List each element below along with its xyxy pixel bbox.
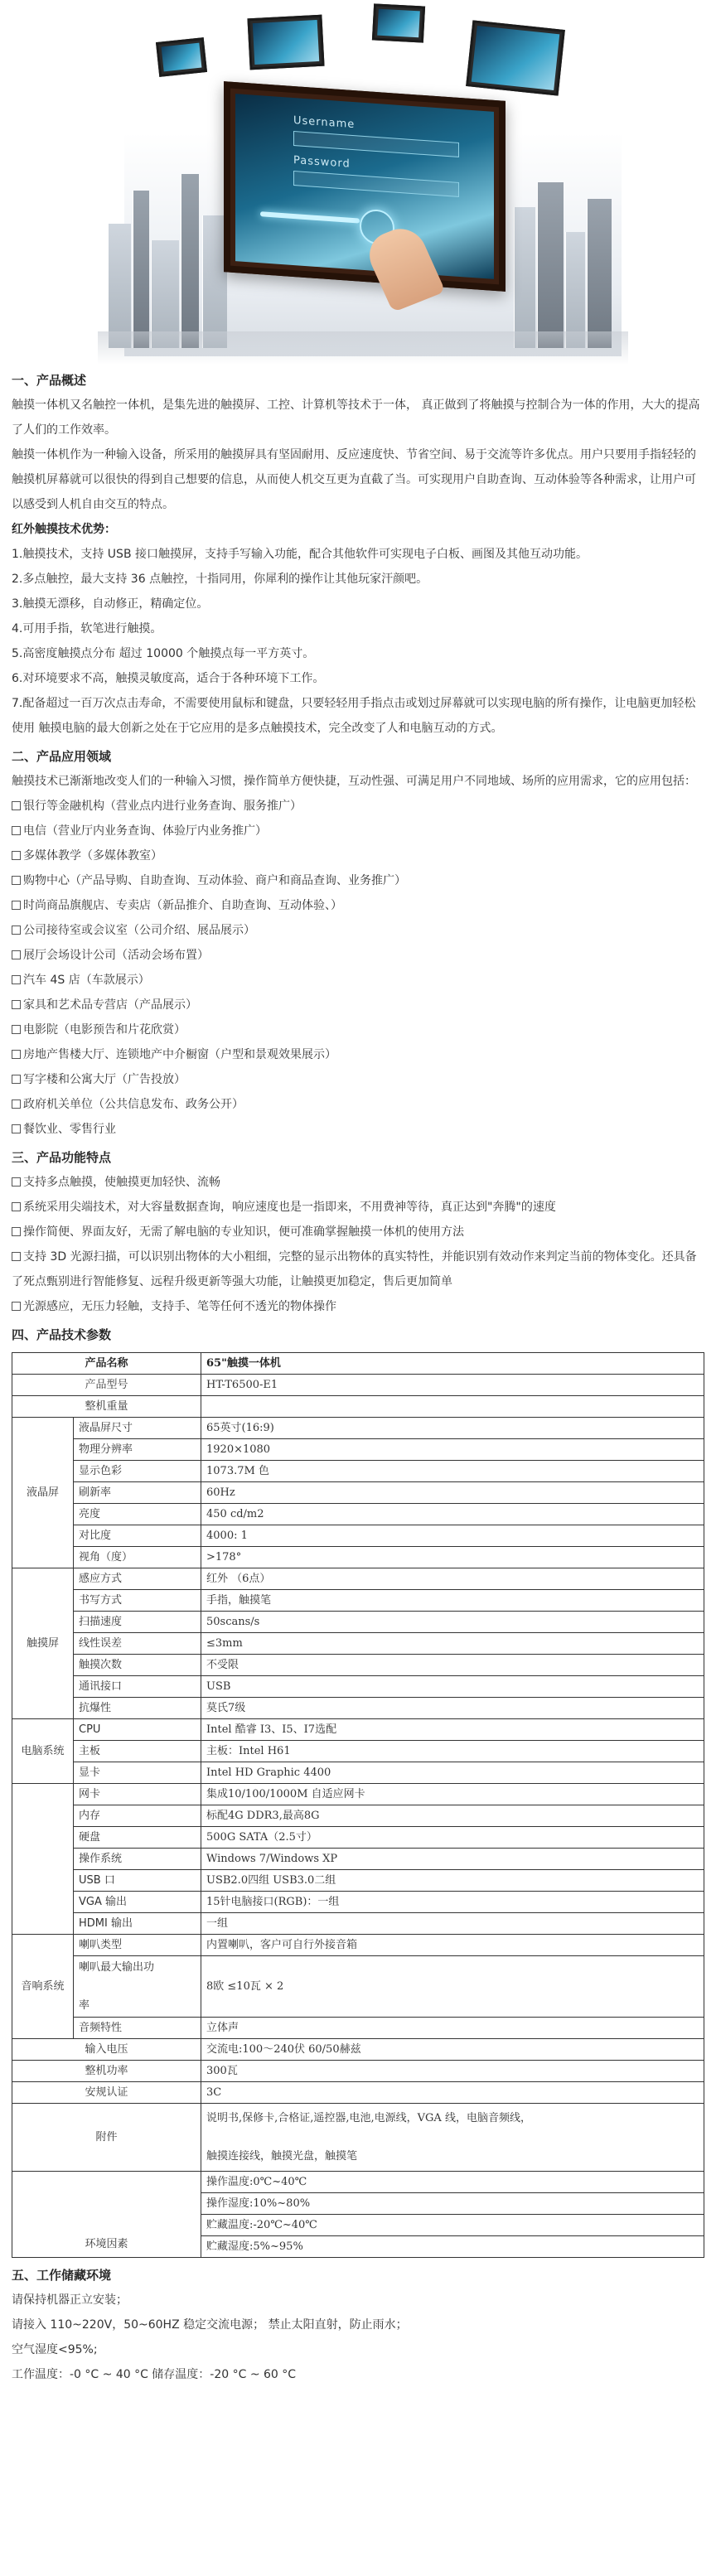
features-list (12, 1170, 704, 1319)
spec-label: 触摸次数 (74, 1655, 201, 1676)
spec-label: HDMI 输出 (74, 1913, 201, 1935)
spec-value: HT-T6500-E1 (201, 1375, 704, 1396)
list-item: 工作温度：-0 °C ~ 40 °C 储存温度：-20 °C ~ 60 °C (12, 2368, 297, 2381)
list-item: 餐饮业、零售行业 (12, 1117, 704, 1142)
checkbox-bullet-icon (12, 801, 21, 810)
spec-label: 附件 (12, 2104, 201, 2172)
table-row (12, 1741, 704, 1762)
checkbox-bullet-icon (12, 1000, 21, 1009)
spec-header-label: 产品名称 (12, 1353, 201, 1375)
spec-value: USB2.0四组 USB3.0二组 (201, 1870, 704, 1892)
spec-label: 网卡 (74, 1784, 201, 1805)
spec-value: 交流电:100～240伏 60/50赫兹 (201, 2039, 704, 2061)
spec-label: CPU (74, 1719, 201, 1741)
spec-value (201, 1396, 704, 1418)
list-item: 展厅会场设计公司（活动会场布置） (12, 943, 704, 968)
login-password-label: Password (293, 153, 351, 171)
list-item: 多媒体教学（多媒体教室） (12, 843, 704, 868)
table-row (12, 1849, 704, 1870)
section-title-overview: 一、产品概述 (12, 373, 87, 388)
applications-intro: 触摸技术已渐渐地改变人们的一种输入习惯，操作简单方便快捷，互动性强、可满足用户不同地域、场所的应用需求，它的应用包括： (12, 775, 696, 788)
table-row (12, 1762, 704, 1784)
spec-label: 视角（度） (74, 1547, 201, 1568)
spec-category-blank (12, 1784, 74, 1935)
applications-list (12, 794, 704, 1142)
checkbox-bullet-icon (12, 1227, 21, 1236)
table-row (12, 1461, 704, 1482)
checkbox-bullet-icon (12, 1075, 21, 1084)
table-row (12, 1935, 704, 1956)
spec-value: Windows 7/Windows XP (201, 1849, 704, 1870)
table-row (12, 1590, 704, 1612)
spec-value: 立体声 (201, 2018, 704, 2039)
list-item: 购物中心（产品导购、自助查询、互动体验、商户和商品查询、业务推广） (12, 868, 704, 893)
spec-value: Intel HD Graphic 4400 (201, 1762, 704, 1784)
spec-label: 安规认证 (12, 2082, 201, 2104)
list-item: 银行等金融机构（营业点内进行业务查询、服务推广） (12, 794, 704, 819)
spec-value: 一组 (201, 1913, 704, 1935)
list-item: 3.触摸无漂移，自动修正，精确定位。 (12, 597, 209, 611)
spec-label: VGA 输出 (74, 1892, 201, 1913)
spec-label: 整机重量 (12, 1396, 201, 1418)
table-row (12, 1353, 704, 1375)
building (537, 182, 564, 348)
spec-label: 输入电压 (12, 2039, 201, 2061)
spec-value: 60Hz (201, 1482, 704, 1504)
table-row (12, 1892, 704, 1913)
spec-label: 环境因素 (12, 2172, 201, 2258)
section-title-applications: 二、产品应用领域 (12, 749, 112, 764)
table-row (12, 1547, 704, 1568)
spec-value (201, 2104, 704, 2172)
table-row (12, 1525, 704, 1547)
table-row (12, 1375, 704, 1396)
environment-list (12, 2288, 704, 2387)
spec-label: 通讯接口 (74, 1676, 201, 1698)
checkbox-bullet-icon (12, 851, 21, 860)
list-item: 操作简便、界面友好，无需了解电脑的专业知识，便可准确掌握触摸一体机的使用方法 (12, 1220, 704, 1245)
list-item: 请保持机器正立安装； (12, 2293, 128, 2307)
spec-label: 亮度 (74, 1504, 201, 1525)
spec-value: 主板：Intel H61 (201, 1741, 704, 1762)
checkbox-bullet-icon (12, 1302, 21, 1311)
checkbox-bullet-icon (12, 1025, 21, 1034)
floating-screen-2 (247, 15, 324, 70)
spec-value: 50scans/s (201, 1612, 704, 1633)
spec-label: 物理分辨率 (74, 1439, 201, 1461)
checkbox-bullet-icon (12, 826, 21, 835)
spec-label: 书写方式 (74, 1590, 201, 1612)
spec-value: 标配4G DDR3,最高8G (201, 1805, 704, 1827)
checkbox-bullet-icon (12, 1252, 21, 1261)
table-row (12, 1805, 704, 1827)
checkbox-bullet-icon (12, 950, 21, 959)
building (181, 174, 199, 348)
spec-value: 贮藏湿度:5%~95% (201, 2236, 704, 2258)
spec-label: 显示色彩 (74, 1461, 201, 1482)
table-row (12, 1482, 704, 1504)
table-row (12, 1504, 704, 1525)
list-item: 支持多点触摸，使触摸更加轻快、流畅 (12, 1170, 704, 1195)
checkbox-bullet-icon (12, 1124, 21, 1133)
spec-value: 操作温度:0℃~40℃ (201, 2172, 704, 2193)
section-title-specs: 四、产品技术参数 (12, 1327, 112, 1342)
list-item: 请接入 110~220V，50~60HZ 稳定交流电源； 禁止太阳直射，防止雨水； (12, 2318, 408, 2332)
accessories-line: 触摸连接线，触摸光盘，触摸笔 (206, 2149, 358, 2163)
advantages-list (12, 542, 704, 741)
hero-image (0, 0, 716, 365)
list-item: 电影院（电影预告和片花欣赏） (12, 1017, 704, 1042)
overview-paragraph-1: 触摸一体机又名触控一体机，是集先进的触摸屏、工控、计算机等技术于一体， 真正做到了将触摸与控制合为一体的作用，大大的提高了人们的工作效率。 (12, 399, 700, 437)
spec-label: 线性误差 (74, 1633, 201, 1655)
spec-value: ≤3mm (201, 1633, 704, 1655)
checkbox-bullet-icon (12, 1100, 21, 1109)
article-body (0, 368, 716, 2387)
spec-value: 红外 （6点） (201, 1568, 704, 1590)
checkbox-bullet-icon (12, 901, 21, 910)
spec-label: 刷新率 (74, 1482, 201, 1504)
spec-value: 500G SATA（2.5寸） (201, 1827, 704, 1849)
checkbox-bullet-icon (12, 1202, 21, 1211)
table-row (12, 2082, 704, 2104)
list-item: 空气湿度<95%; (12, 2343, 98, 2356)
list-item: 时尚商品旗舰店、专卖店（新品推介、自助查询、互动体验、） (12, 893, 704, 918)
table-row (12, 1956, 704, 2018)
table-row (12, 2172, 704, 2193)
floating-screen-4 (466, 20, 565, 95)
spec-value: 8欧 ≤10瓦 × 2 (201, 1956, 704, 2018)
section-title-features: 三、产品功能特点 (12, 1150, 112, 1165)
checkbox-bullet-icon (12, 1050, 21, 1059)
spec-label: 对比度 (74, 1525, 201, 1547)
spec-category-lcd: 液晶屏 (12, 1418, 74, 1568)
infrared-advantages-heading: 红外触摸技术优势： (12, 523, 116, 536)
floor-reflection (98, 331, 628, 365)
table-row (12, 1568, 704, 1590)
table-row (12, 1698, 704, 1719)
spec-value: 内置喇叭，客户可自行外接音箱 (201, 1935, 704, 1956)
spec-label: 液晶屏尺寸 (74, 1418, 201, 1439)
list-item: 支持 3D 光源扫描，可以识别出物体的大小粗细，完整的显示出物体的真实特性，并能识别有效动作来判定当前的物体变化。还具备了死点甄别进行智能修复、远程升级更新等强大功能，让触摸更加稳定，售后更加简单 (12, 1250, 697, 1288)
list-item: 电信（营业厅内业务查询、体验厅内业务推广） (12, 819, 704, 843)
touch-display (224, 81, 506, 292)
spec-label: 感应方式 (74, 1568, 201, 1590)
spec-value: 莫氏7级 (201, 1698, 704, 1719)
spec-value: >178° (201, 1547, 704, 1568)
spec-label: USB 口 (74, 1870, 201, 1892)
overview-paragraph-2: 触摸一体机作为一种输入设备，所采用的触摸屏具有坚固耐用、反应速度快、节省空间、易于交流等许多优点。用户只要用手指轻轻的触摸机屏幕就可以很快的得到自己想要的信息，从而使人机交互更为直截了当。可实现用户自助查询、互动体验等各种需求，让用户可以感受到人机自由交互的特点。 (12, 448, 696, 511)
spec-value: 集成10/100/1000M 自适应网卡 (201, 1784, 704, 1805)
spec-value: 65英寸(16:9) (201, 1418, 704, 1439)
display-glass (235, 94, 494, 279)
spec-value: USB (201, 1676, 704, 1698)
spec-label (74, 1956, 201, 2018)
spec-header-value: 65"触摸一体机 (201, 1353, 704, 1375)
list-item: 汽车 4S 店（车款展示） (12, 968, 704, 993)
accessories-line: 说明书,保修卡,合格证,遥控器,电池,电源线，VGA 线，电脑音频线， (206, 2111, 531, 2124)
table-row (12, 1655, 704, 1676)
table-row (12, 2061, 704, 2082)
floating-screen-1 (156, 37, 207, 77)
table-row (12, 1396, 704, 1418)
login-password-box (293, 171, 459, 197)
building (587, 199, 612, 348)
spec-value: 300瓦 (201, 2061, 704, 2082)
spec-category-audio: 音响系统 (12, 1935, 74, 2039)
table-row (12, 1913, 704, 1935)
list-item: 公司接待室或会议室（公司介绍、展品展示） (12, 918, 704, 943)
section-title-environment: 五、工作储藏环境 (12, 2268, 112, 2283)
checkbox-bullet-icon (12, 975, 21, 984)
list-item: 6.对环境要求不高，触摸灵敏度高，适合于各种环境下工作。 (12, 672, 325, 685)
spec-label: 内存 (74, 1805, 201, 1827)
spec-label: 产品型号 (12, 1375, 201, 1396)
spec-category-touch: 触摸屏 (12, 1568, 74, 1719)
table-row (12, 1676, 704, 1698)
table-row (12, 2018, 704, 2039)
spec-label-line: 率 (79, 1998, 90, 2012)
spec-value: 1920×1080 (201, 1439, 704, 1461)
list-item: 系统采用尖端技术，对大容量数据查询，响应速度也是一指即来，不用费神等待，真正达到"奔腾"的速度 (12, 1195, 704, 1220)
spec-value: 1073.7M 色 (201, 1461, 704, 1482)
spec-label: 主板 (74, 1741, 201, 1762)
spec-value: 不受限 (201, 1655, 704, 1676)
list-item: 7.配备超过一百万次点击寿命，不需要使用鼠标和键盘，只要轻轻用手指点击或划过屏幕就可以实现电脑的所有操作，让电脑更加轻松使用 触摸电脑的最大创新之处在于它应用的是多点触摸技术，完全改变了人和电脑互动的方式。 (12, 697, 696, 735)
table-row (12, 1439, 704, 1461)
spec-label: 抗爆性 (74, 1698, 201, 1719)
spec-value: 手指，触摸笔 (201, 1590, 704, 1612)
list-item: 4.可用手指，软笔进行触摸。 (12, 622, 162, 636)
building (565, 232, 585, 348)
list-item: 房地产售楼大厅、连锁地产中介橱窗（户型和景观效果展示） (12, 1042, 704, 1067)
list-item: 5.高密度触摸点分布 超过 10000 个触摸点每一平方英寸。 (12, 647, 315, 660)
spec-label: 扫描速度 (74, 1612, 201, 1633)
list-item: 1.触摸技术，支持 USB 接口触摸屏，支持手写输入功能，配合其他软件可实现电子白板、画图及其他互动功能。 (12, 548, 588, 561)
table-row (12, 1827, 704, 1849)
light-streak (260, 211, 360, 223)
spec-value: 450 cd/m2 (201, 1504, 704, 1525)
building (514, 207, 535, 348)
login-username-label: Username (293, 114, 356, 132)
floating-screen-3 (372, 3, 425, 42)
spec-label-line: 喇叭最大输出功 (79, 1960, 155, 1974)
list-item: 光源感应，无压力轻触，支持手、笔等任何不透光的物体操作 (12, 1294, 704, 1319)
table-row (12, 1719, 704, 1741)
table-row (12, 1612, 704, 1633)
spec-label: 操作系统 (74, 1849, 201, 1870)
table-row (12, 2104, 704, 2172)
table-row (12, 1784, 704, 1805)
building (133, 191, 149, 348)
list-item: 2.多点触控，最大支持 36 点触控，十指同用，你犀利的操作让其他玩家汗颜吧。 (12, 573, 428, 586)
spec-value: 操作湿度:10%~80% (201, 2193, 704, 2215)
spec-label: 显卡 (74, 1762, 201, 1784)
spec-label: 整机功率 (12, 2061, 201, 2082)
building (108, 224, 131, 348)
checkbox-bullet-icon (12, 1177, 21, 1187)
spec-table (12, 1352, 704, 2258)
spec-label: 喇叭类型 (74, 1935, 201, 1956)
list-item: 政府机关单位（公共信息发布、政务公开） (12, 1092, 704, 1117)
spec-value: Intel 酷睿 I3、I5、I7选配 (201, 1719, 704, 1741)
list-item: 写字楼和公寓大厅（广告投放） (12, 1067, 704, 1092)
spec-category-pc: 电脑系统 (12, 1719, 74, 1784)
checkbox-bullet-icon (12, 876, 21, 885)
table-row (12, 2039, 704, 2061)
spec-value: 4000: 1 (201, 1525, 704, 1547)
spec-value: 15针电脑接口(RGB)：一组 (201, 1892, 704, 1913)
spec-value: 贮藏温度:-20℃~40℃ (201, 2215, 704, 2236)
table-row (12, 1418, 704, 1439)
list-item: 家具和艺术品专营店（产品展示） (12, 993, 704, 1017)
checkbox-bullet-icon (12, 926, 21, 935)
spec-value: 3C (201, 2082, 704, 2104)
spec-label: 硬盘 (74, 1827, 201, 1849)
table-row (12, 1633, 704, 1655)
table-row (12, 1870, 704, 1892)
spec-label: 音频特性 (74, 2018, 201, 2039)
